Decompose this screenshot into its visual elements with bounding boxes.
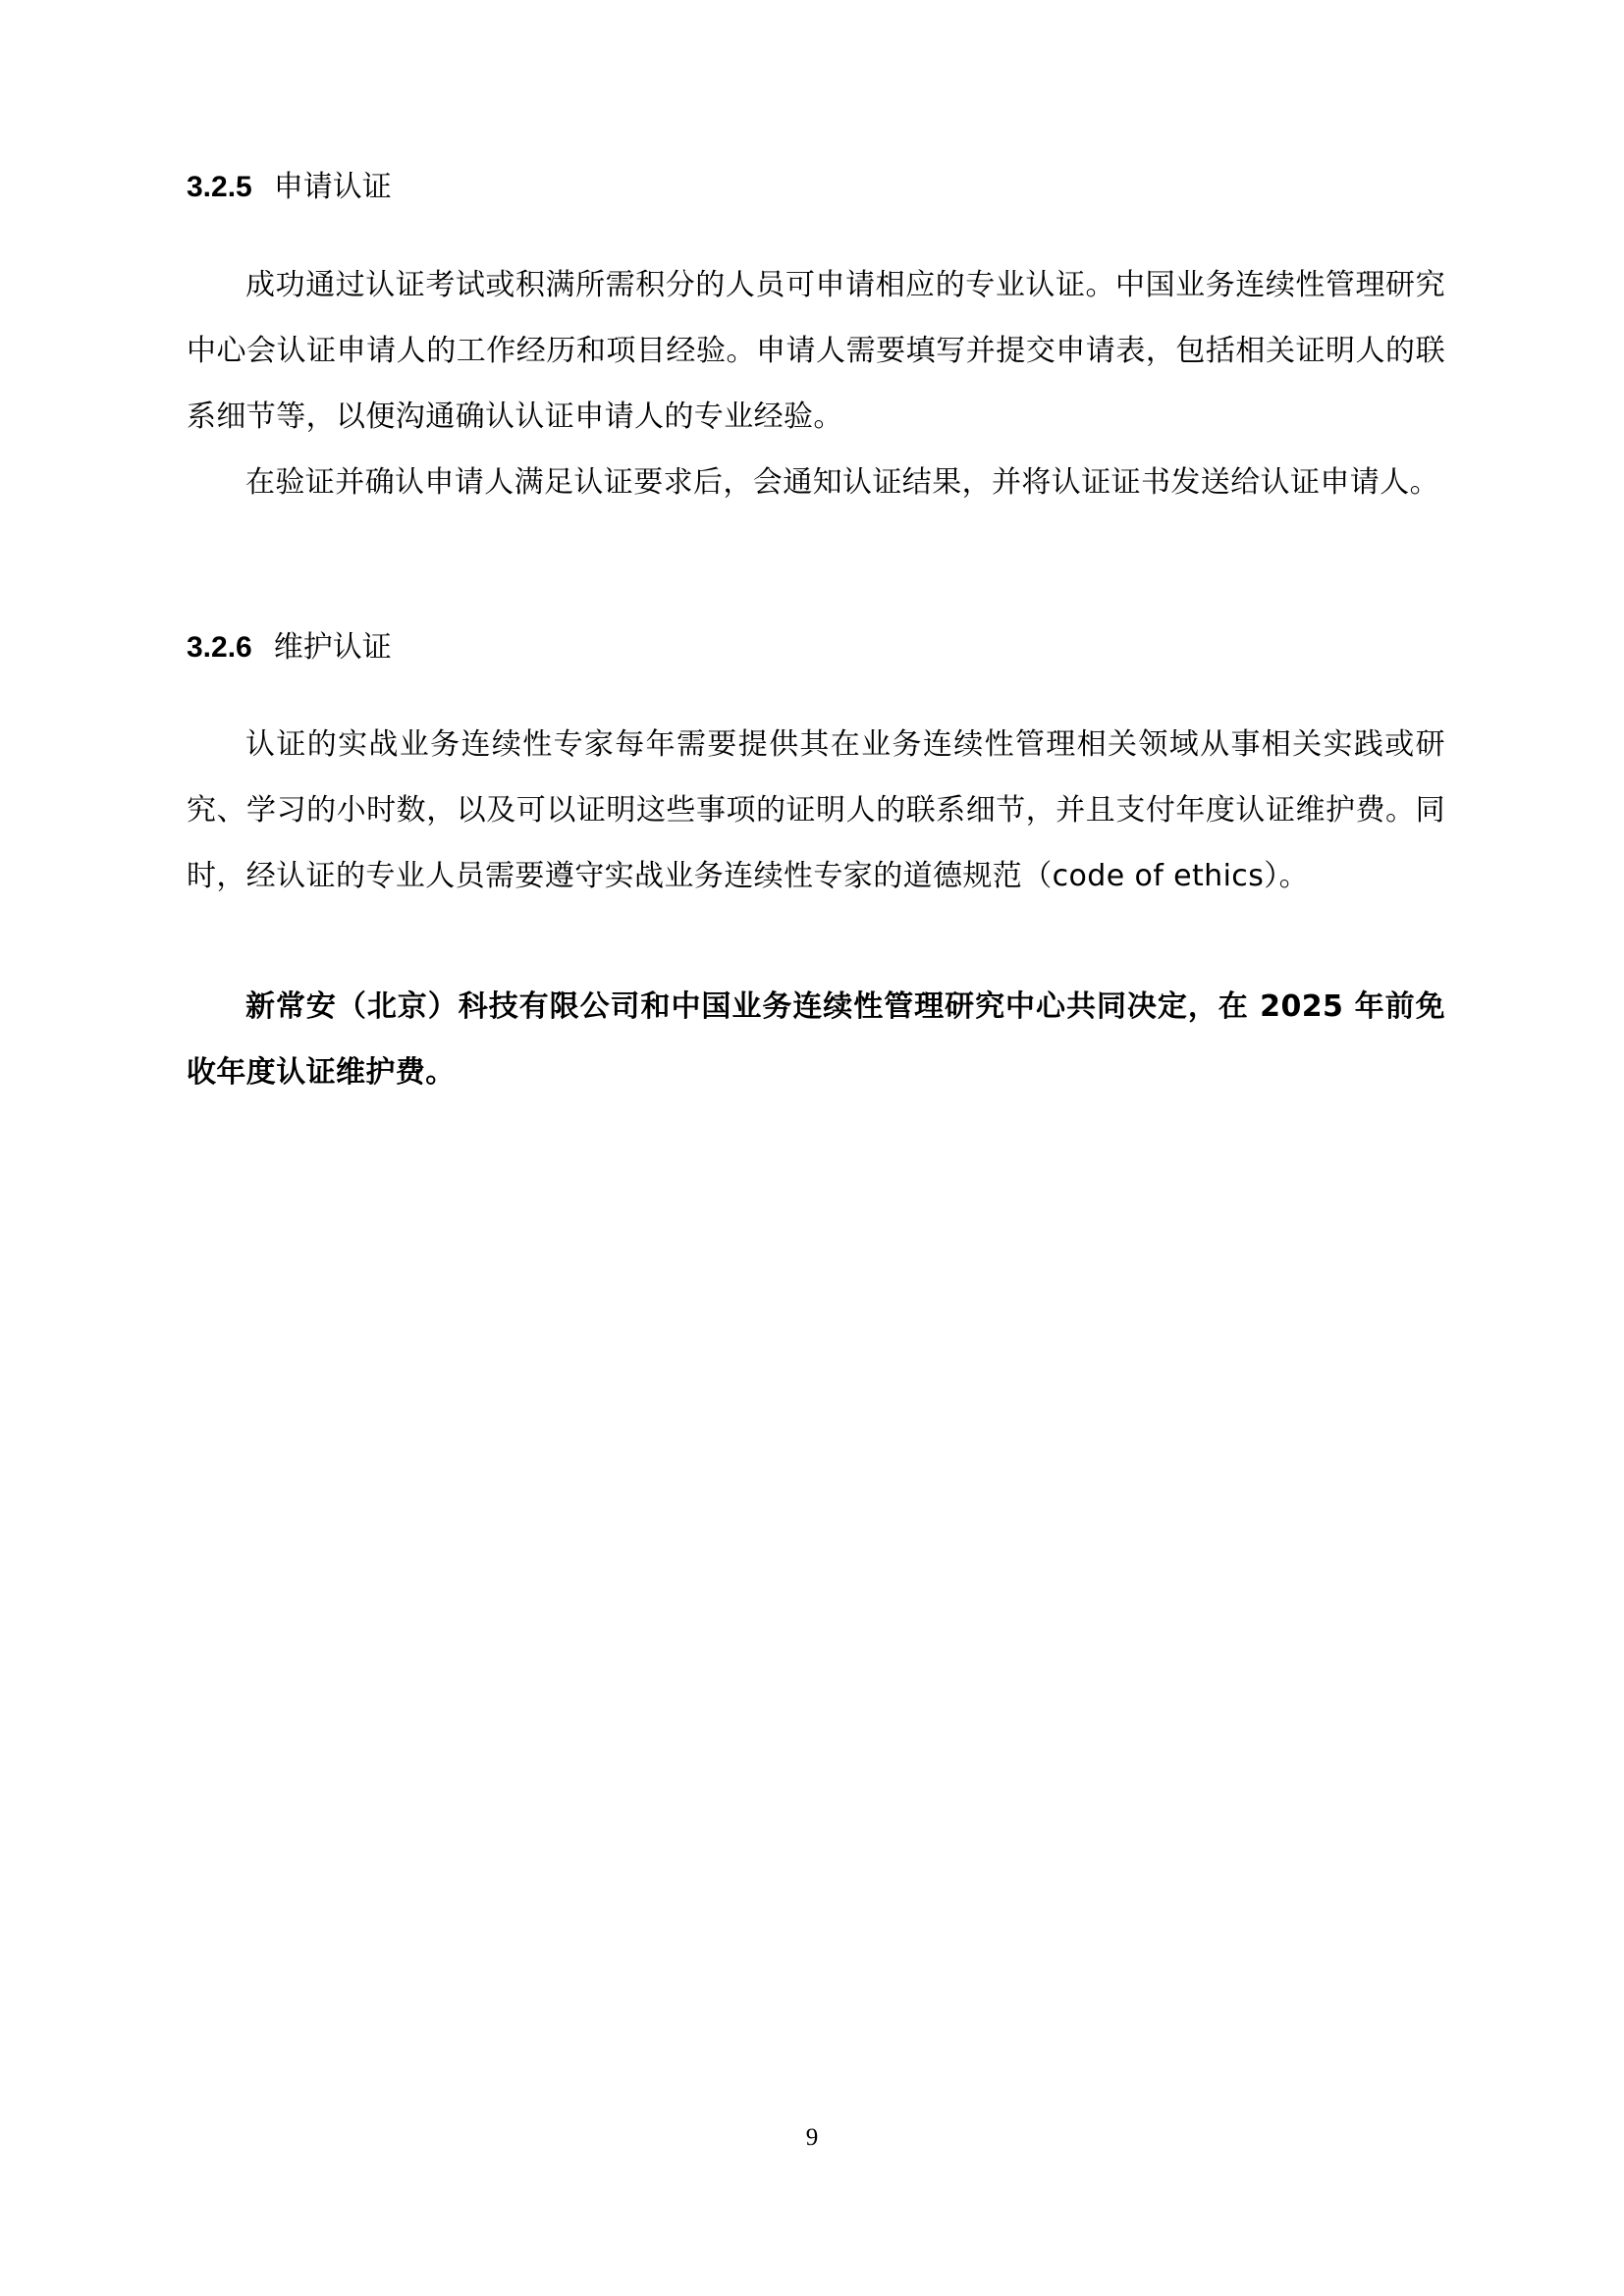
section-title: 申请认证 <box>273 170 392 204</box>
paragraph-fee-waiver: 新常安（北京）科技有限公司和中国业务连续性管理研究中心共同决定，在 2025 年前免收年度认证维护费。 <box>187 989 1445 1090</box>
section-heading-3-2-5 <box>187 168 392 207</box>
paragraph-maintenance: 认证的实战业务连续性专家每年需要提供其在业务连续性管理相关领域从事相关实践或研究、学习的小时数，以及可以证明这些事项的证明人的联系细节，并且支付年度认证维护费。同时，经认证的专业人员需要遵守实战业务连续性专家的道德规范（code of ethics）。 <box>187 727 1445 893</box>
section-title: 维护认证 <box>273 630 392 665</box>
paragraph-application: 成功通过认证考试或积满所需积分的人员可申请相应的专业认证。中国业务连续性管理研究中心会认证申请人的工作经历和项目经验。申请人需要填写并提交申请表，包括相关证明人的联系细节等，以便沟通确认认证申请人的专业经验。 <box>187 268 1445 434</box>
paragraph-application-result: 在验证并确认申请人满足认证要求后，会通知认证结果，并将认证证书发送给认证申请人。 <box>245 465 1439 500</box>
section-number: 3.2.6 <box>187 631 252 664</box>
section-heading-3-2-6 <box>187 628 392 667</box>
page-number: 9 <box>805 2124 819 2151</box>
section-number: 3.2.5 <box>187 171 252 203</box>
